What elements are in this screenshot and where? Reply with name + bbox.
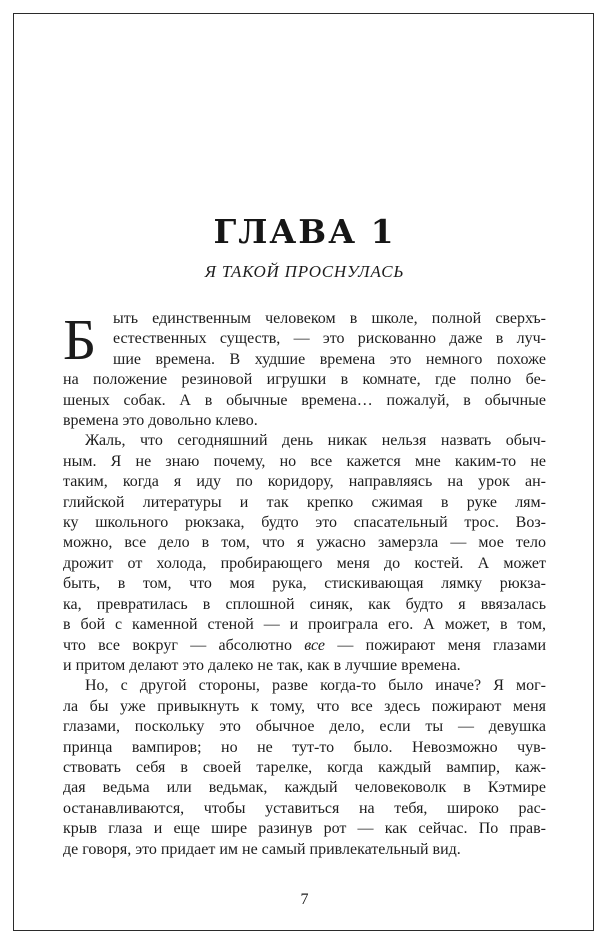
page-number: 7: [300, 890, 309, 908]
text-segment: что все вокруг — абсолютно: [63, 636, 305, 654]
text-line: дрожит от холода, пробирающего меня до костей. А может: [63, 554, 546, 572]
text-line: глазами, поскольку это обычное дело, если ты — девушка: [63, 718, 546, 736]
text-line: глийской литературы и так крепко сжимая в руке лям-: [63, 493, 546, 511]
drop-cap-letter: Б: [63, 307, 97, 372]
text-line: [63, 636, 546, 656]
text-line: шие времена. В худшие времена это немного похоже: [113, 350, 546, 368]
text-line: ка, превратилась в сплошной синяк, как будто я ввязалась: [63, 595, 546, 613]
text-line: на положение резиновой игрушки в комнате, где полно бе-: [63, 371, 546, 389]
text-line: де говоря, это придает им не самый привлекательный вид.: [63, 840, 461, 858]
chapter-subtitle: Я ТАКОЙ ПРОСНУЛАСЬ: [204, 262, 405, 281]
text-line: в бой с каменной стеной — и проиграла его. А может, в том,: [63, 616, 546, 634]
text-line: шеных собак. А в обычные времена… пожалуй, в обычные: [63, 391, 546, 409]
text-line: ла бы уже привыкнуть к тому, что все здесь пожирают меня: [63, 697, 546, 715]
body-text: [63, 309, 546, 860]
text-line: времена это довольно клево.: [63, 412, 258, 430]
text-line: ыть единственным человеком в школе, полной сверхъ-: [113, 310, 546, 327]
text-line: быть, в том, что моя рука, стискивающая лямку рюкза-: [63, 575, 546, 593]
text-line: естественных существ, — это рискованно даже в луч-: [113, 330, 546, 348]
text-line: ку школьного рюкзака, будто это спасательный трос. Воз-: [63, 514, 546, 532]
text-line: Жаль, что сегодняшний день никак нельзя назвать обыч-: [85, 432, 546, 450]
text-line: таким, когда я иду по коридору, направляясь на урок ан-: [63, 473, 546, 491]
page-content: [63, 0, 546, 909]
text-line: ствовать себя в своей тарелке, когда каждый вампир, каж-: [63, 758, 546, 776]
chapter-title: ГЛАВА 1: [213, 212, 396, 251]
text-line: дая ведьма или ведьмак, каждый человековолк в Кэтмире: [63, 779, 546, 797]
paragraph-1: [63, 309, 546, 431]
text-line: останавливаются, чтобы уставиться на тебя, широко рас-: [63, 799, 546, 817]
text-line: и притом делают это далеко не так, как в лучшие времена.: [63, 656, 461, 674]
text-line: ным. Я не знаю почему, но все кажется мне каким-то не: [63, 452, 546, 470]
paragraph-2: [63, 431, 546, 676]
emphasis-word: все: [304, 636, 326, 654]
text-line: можно, все дело в том, что я ужасно замерзла — мое тело: [63, 534, 546, 552]
text-segment: — пожирают меня глазами: [325, 636, 547, 654]
paragraph-3: [63, 676, 546, 860]
text-line: Но, с другой стороны, разве когда-то было иначе? Я мог-: [85, 677, 546, 695]
text-line: принца вампиров; но не тут-то было. Невозможно чув-: [63, 738, 546, 756]
text-line: крыв глаза и еще шире разинув рот — как сейчас. По прав-: [63, 820, 546, 838]
